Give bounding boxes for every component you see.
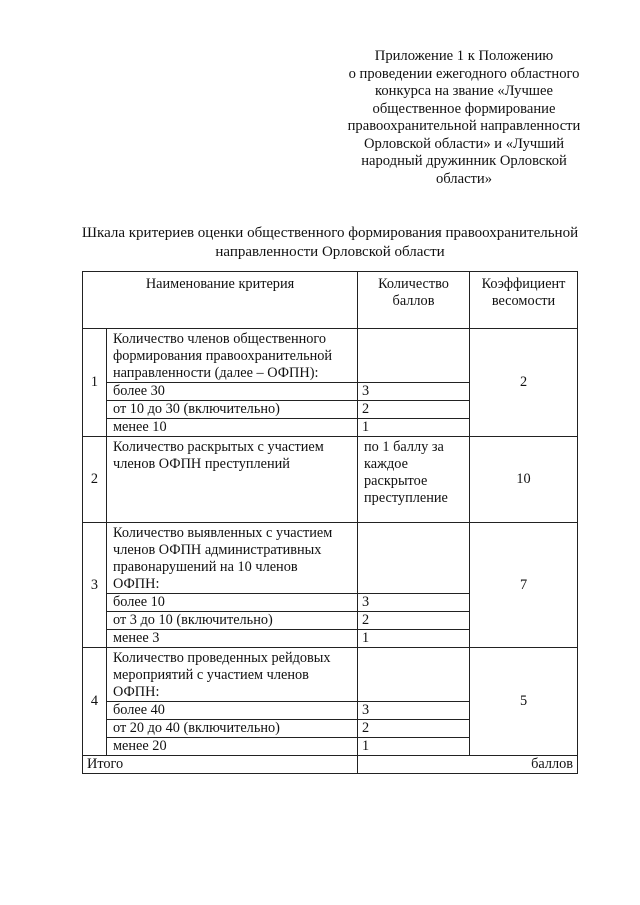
option-label: от 10 до 30 (включительно) [107,401,358,419]
table-row [83,523,578,594]
criteria-table [82,271,578,774]
total-label: Итого [83,756,358,774]
table-row [83,329,578,383]
criterion-text-line: Количество проведенных рейдовых [113,650,331,666]
points-text-line: по 1 баллу за [364,439,444,455]
criterion-text-line: членов ОФПН административных [113,542,322,558]
weight-cell: 7 [470,523,578,648]
points-text-line: раскрытое [364,473,428,489]
total-row [83,756,578,774]
option-points: 2 [358,720,470,738]
total-value: баллов [358,756,578,774]
header-weight-line: Коэффициент [481,276,566,292]
option-label: от 20 до 40 (включительно) [107,720,358,738]
appendix-line: о проведении ежегодного областного [348,65,580,82]
appendix-line: народный дружинник Орловской [361,153,567,169]
weight-cell: 2 [470,329,578,437]
option-points: 1 [358,419,470,437]
option-points: 1 [358,630,470,648]
option-label: более 30 [107,383,358,401]
criterion-text [107,329,358,383]
table-row [83,648,578,702]
table-header-row [83,272,578,329]
option-points: 3 [358,594,470,612]
points-cell [358,648,470,702]
option-label: менее 20 [107,738,358,756]
criterion-text [107,523,358,594]
criterion-number: 4 [83,648,107,756]
header-points [358,272,470,329]
appendix-line: Приложение 1 к Положению [374,48,554,64]
document-title [40,224,620,262]
criterion-text-line: мероприятий с участием членов [113,667,309,683]
points-cell [358,437,470,523]
criterion-text-line: формирования правоохранительной [113,348,333,364]
appendix-line: общественное формирование [372,100,556,117]
points-cell [358,329,470,383]
criterion-number: 3 [83,523,107,648]
appendix-line: правоохранительной направленности [347,118,581,134]
option-label: более 10 [107,594,358,612]
option-label: от 3 до 10 (включительно) [107,612,358,630]
option-label: менее 3 [107,630,358,648]
criterion-number: 2 [83,437,107,523]
criterion-text-line: членов ОФПН преступлений [113,456,290,472]
appendix-header [336,48,592,188]
option-points: 2 [358,612,470,630]
option-points: 2 [358,401,470,419]
points-cell [358,523,470,594]
option-label: менее 10 [107,419,358,437]
header-points-line: Количество [378,276,449,292]
header-weight [470,272,578,329]
criterion-text-line: направленности (далее – ОФПН): [113,365,319,381]
criterion-text [107,648,358,702]
header-criterion-name: Наименование критерия [83,272,358,329]
criterion-text-line: Количество выявленных с участием [113,525,333,541]
appendix-line: конкурса на звание «Лучшее [375,83,553,99]
title-line: Шкала критериев оценки общественного формирования правоохранительной [81,225,579,241]
title-line: направленности Орловской области [215,244,445,260]
option-label: более 40 [107,702,358,720]
appendix-line: области» [435,170,493,187]
points-text-line: каждое [364,456,408,472]
criterion-text-line: ОФПН: [113,684,160,700]
header-points-line: баллов [392,293,435,309]
criterion-text-line: правонарушений на 10 членов [113,559,298,575]
table-row [83,437,578,523]
criterion-text-line: ОФПН: [113,576,160,592]
appendix-line: Орловской области» и «Лучший [363,135,565,152]
points-text-line: преступление [364,490,448,506]
criterion-text [107,437,358,523]
option-points: 1 [358,738,470,756]
option-points: 3 [358,702,470,720]
header-weight-line: весомости [491,293,556,309]
option-points: 3 [358,383,470,401]
weight-cell: 10 [470,437,578,523]
weight-cell: 5 [470,648,578,756]
criterion-text-line: Количество раскрытых с участием [113,439,324,455]
criterion-number: 1 [83,329,107,437]
criterion-text-line: Количество членов общественного [113,331,327,347]
